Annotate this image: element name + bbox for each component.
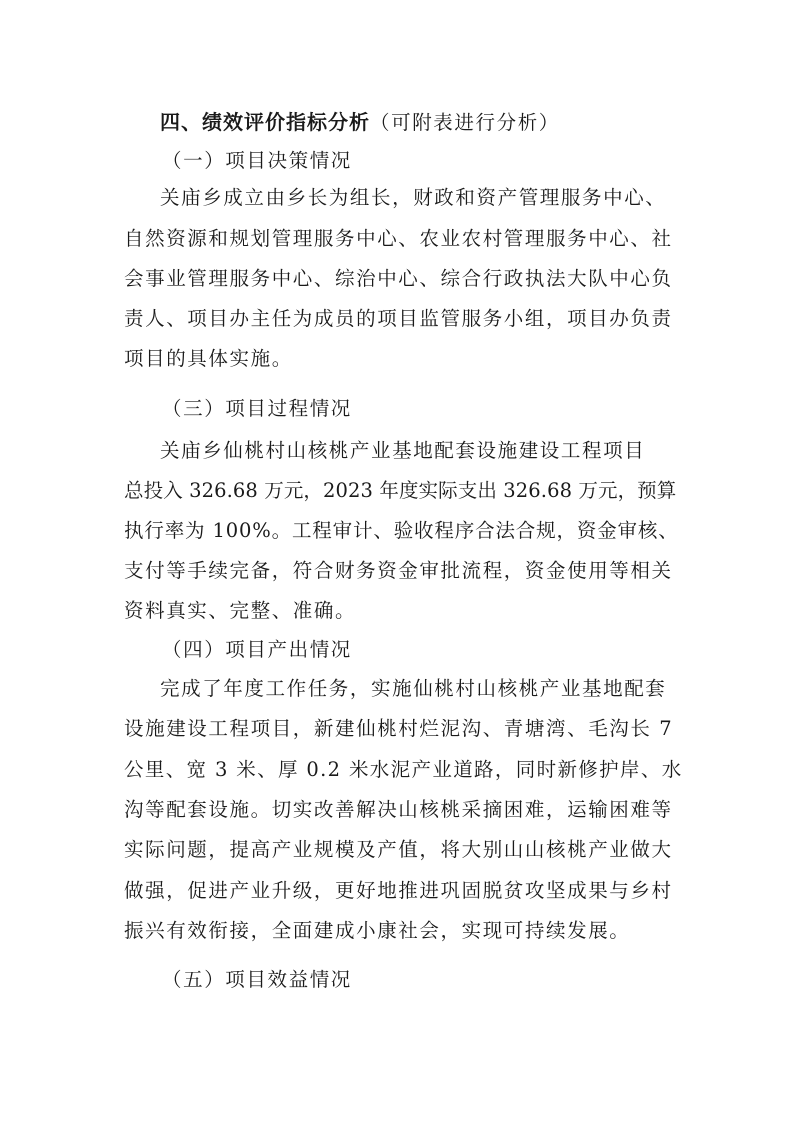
section-heading bbox=[160, 109, 560, 136]
paragraph-line: 会事业管理服务中心、综治中心、综合行政执法大队中心负 bbox=[124, 267, 673, 290]
paragraph-line: 关庙乡仙桃村山核桃产业基地配套设施建设工程项目 bbox=[160, 439, 646, 462]
paragraph-line: 项目的具体实施。 bbox=[124, 347, 293, 370]
paragraph-line: 沟等配套设施。切实改善解决山核桃采摘困难，运输困难等 bbox=[124, 798, 673, 821]
section-1-title: （一）项目决策情况 bbox=[162, 149, 352, 172]
section-4-title: （四）项目产出情况 bbox=[162, 638, 352, 661]
paragraph-line: 做强，促进产业升级，更好地推进巩固脱贫攻坚成果与乡村 bbox=[124, 879, 673, 902]
paragraph-line: 总投入 326.68 万元，2023 年度实际支出 326.68 万元，预算 bbox=[124, 479, 677, 502]
paragraph-line: 资料真实、完整、准确。 bbox=[124, 599, 357, 622]
paragraph-line: 自然资源和规划管理服务中心、农业农村管理服务中心、社 bbox=[124, 227, 673, 250]
paragraph-line: 执行率为 100%。工程审计、验收程序合法合规，资金审核、 bbox=[124, 519, 679, 542]
paragraph-line: 实际问题，提高产业规模及产值，将大别山山核桃产业做大 bbox=[124, 838, 673, 861]
section-5-title: （五）项目效益情况 bbox=[162, 968, 352, 991]
paragraph-line: 设施建设工程项目，新建仙桃村烂泥沟、青塘湾、毛沟长 7 bbox=[124, 717, 674, 740]
heading-note: （可附表进行分析） bbox=[370, 111, 560, 134]
paragraph-line: 公里、宽 3 米、厚 0.2 米水泥产业道路，同时新修护岸、水 bbox=[124, 758, 683, 781]
section-3-title: （三）项目过程情况 bbox=[162, 397, 352, 420]
paragraph-line: 关庙乡成立由乡长为组长，财政和资产管理服务中心、 bbox=[160, 186, 667, 209]
heading-title: 四、绩效评价指标分析 bbox=[160, 110, 370, 134]
paragraph-line: 责人、项目办主任为成员的项目监管服务小组，项目办负责 bbox=[124, 307, 673, 330]
paragraph-line: 完成了年度工作任务，实施仙桃村山核桃产业基地配套 bbox=[160, 677, 667, 700]
paragraph-line: 支付等手续完备，符合财务资金审批流程，资金使用等相关 bbox=[124, 559, 673, 582]
paragraph-line: 振兴有效衔接，全面建成小康社会，实现可持续发展。 bbox=[124, 919, 631, 942]
